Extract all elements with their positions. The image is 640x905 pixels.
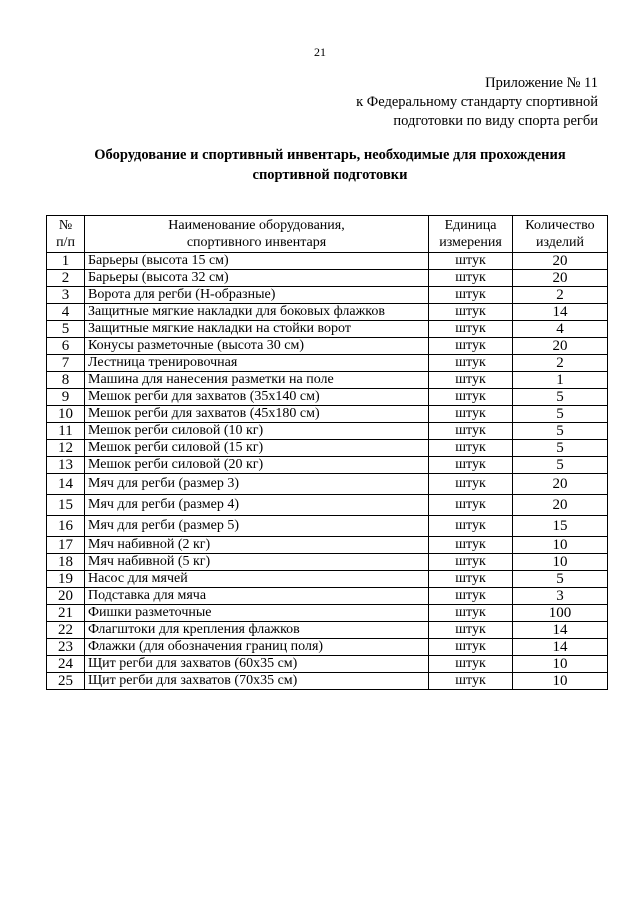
table-row	[47, 287, 608, 304]
row-item-name: Мешок регби силовой (15 кг)	[85, 440, 429, 457]
row-quantity: 10	[513, 554, 608, 571]
table-row	[47, 639, 608, 656]
row-number: 22	[47, 622, 85, 639]
row-number: 14	[47, 474, 85, 495]
row-item-name: Защитные мягкие накладки на стойки ворот	[85, 321, 429, 338]
header-name-line: спортивного инвентаря	[186, 235, 327, 250]
document-title	[40, 145, 620, 185]
row-quantity: 14	[513, 622, 608, 639]
row-unit: штук	[429, 656, 513, 673]
table-row	[47, 253, 608, 270]
row-quantity: 14	[513, 639, 608, 656]
header-unit-line: Единица	[444, 218, 497, 233]
table-row	[47, 622, 608, 639]
row-item-name: Мяч для регби (размер 4)	[85, 495, 429, 516]
appendix-header	[356, 74, 598, 131]
header-qty-line: изделий	[535, 235, 585, 250]
row-quantity: 5	[513, 440, 608, 457]
row-item-name: Мешок регби для захватов (45х180 см)	[85, 406, 429, 423]
row-number: 7	[47, 355, 85, 372]
row-unit: штук	[429, 321, 513, 338]
row-unit: штук	[429, 516, 513, 537]
header-name-line: Наименование оборудования,	[168, 218, 345, 233]
row-item-name: Подставка для мяча	[85, 588, 429, 605]
appendix-line: Приложение № 11	[485, 75, 598, 91]
header-unit-line: измерения	[439, 235, 502, 250]
row-quantity: 10	[513, 656, 608, 673]
table-row	[47, 304, 608, 321]
row-unit: штук	[429, 537, 513, 554]
row-unit: штук	[429, 474, 513, 495]
row-quantity: 5	[513, 406, 608, 423]
row-number: 17	[47, 537, 85, 554]
header-num-line: №	[58, 218, 73, 233]
row-unit: штук	[429, 622, 513, 639]
row-quantity: 5	[513, 457, 608, 474]
row-item-name: Фишки разметочные	[85, 605, 429, 622]
row-number: 15	[47, 495, 85, 516]
row-number: 16	[47, 516, 85, 537]
header-qty	[513, 216, 608, 253]
row-unit: штук	[429, 588, 513, 605]
row-quantity: 2	[513, 355, 608, 372]
row-number: 18	[47, 554, 85, 571]
table-row	[47, 440, 608, 457]
row-unit: штук	[429, 287, 513, 304]
row-unit: штук	[429, 253, 513, 270]
row-quantity: 15	[513, 516, 608, 537]
row-unit: штук	[429, 673, 513, 690]
row-quantity: 100	[513, 605, 608, 622]
row-item-name: Щит регби для захватов (70х35 см)	[85, 673, 429, 690]
row-item-name: Щит регби для захватов (60х35 см)	[85, 656, 429, 673]
row-item-name: Насос для мячей	[85, 571, 429, 588]
row-number: 3	[47, 287, 85, 304]
table-body	[47, 253, 608, 690]
row-item-name: Барьеры (высота 15 см)	[85, 253, 429, 270]
header-name	[85, 216, 429, 253]
table-row	[47, 605, 608, 622]
row-item-name: Мяч для регби (размер 5)	[85, 516, 429, 537]
row-unit: штук	[429, 605, 513, 622]
table-header-row	[47, 216, 608, 253]
row-number: 23	[47, 639, 85, 656]
row-quantity: 20	[513, 270, 608, 287]
row-number: 20	[47, 588, 85, 605]
page-number: 21	[314, 45, 326, 59]
row-item-name: Мяч для регби (размер 3)	[85, 474, 429, 495]
row-quantity: 14	[513, 304, 608, 321]
row-number: 2	[47, 270, 85, 287]
row-quantity: 5	[513, 389, 608, 406]
row-number: 6	[47, 338, 85, 355]
row-item-name: Барьеры (высота 32 см)	[85, 270, 429, 287]
row-number: 10	[47, 406, 85, 423]
row-unit: штук	[429, 440, 513, 457]
row-item-name: Мешок регби силовой (20 кг)	[85, 457, 429, 474]
row-unit: штук	[429, 372, 513, 389]
table-row	[47, 338, 608, 355]
row-unit: штук	[429, 639, 513, 656]
table-row	[47, 457, 608, 474]
row-item-name: Машина для нанесения разметки на поле	[85, 372, 429, 389]
row-unit: штук	[429, 554, 513, 571]
row-unit: штук	[429, 406, 513, 423]
row-item-name: Лестница тренировочная	[85, 355, 429, 372]
row-item-name: Конусы разметочные (высота 30 см)	[85, 338, 429, 355]
row-item-name: Флагштоки для крепления флажков	[85, 622, 429, 639]
header-num-line: п/п	[56, 235, 75, 250]
row-unit: штук	[429, 304, 513, 321]
row-number: 11	[47, 423, 85, 440]
row-unit: штук	[429, 457, 513, 474]
row-unit: штук	[429, 355, 513, 372]
row-item-name: Ворота для регби (Н-образные)	[85, 287, 429, 304]
table-row	[47, 423, 608, 440]
table-row	[47, 321, 608, 338]
row-unit: штук	[429, 571, 513, 588]
row-item-name: Мешок регби для захватов (35х140 см)	[85, 389, 429, 406]
row-quantity: 20	[513, 338, 608, 355]
table-row	[47, 389, 608, 406]
row-number: 1	[47, 253, 85, 270]
row-item-name: Защитные мягкие накладки для боковых флажков	[85, 304, 429, 321]
table-row	[47, 537, 608, 554]
row-quantity: 20	[513, 495, 608, 516]
table-row	[47, 571, 608, 588]
table-row	[47, 270, 608, 287]
header-unit	[429, 216, 513, 253]
row-quantity: 20	[513, 474, 608, 495]
header-num	[47, 216, 85, 253]
row-number: 25	[47, 673, 85, 690]
appendix-line: подготовки по виду спорта регби	[393, 113, 598, 129]
row-unit: штук	[429, 423, 513, 440]
table-row	[47, 474, 608, 495]
row-quantity: 3	[513, 588, 608, 605]
row-item-name: Флажки (для обозначения границ поля)	[85, 639, 429, 656]
table-row	[47, 406, 608, 423]
table-row	[47, 495, 608, 516]
row-quantity: 5	[513, 571, 608, 588]
row-quantity: 2	[513, 287, 608, 304]
row-number: 21	[47, 605, 85, 622]
table-row	[47, 516, 608, 537]
appendix-line: к Федеральному стандарту спортивной	[356, 94, 598, 110]
table-row	[47, 588, 608, 605]
equipment-table	[46, 215, 608, 690]
row-item-name: Мяч набивной (5 кг)	[85, 554, 429, 571]
row-unit: штук	[429, 338, 513, 355]
title-line: спортивной подготовки	[252, 167, 408, 183]
row-quantity: 10	[513, 537, 608, 554]
table-row	[47, 372, 608, 389]
table-row	[47, 355, 608, 372]
table-row	[47, 656, 608, 673]
row-number: 12	[47, 440, 85, 457]
header-qty-line: Количество	[525, 218, 595, 233]
row-number: 13	[47, 457, 85, 474]
row-number: 24	[47, 656, 85, 673]
row-quantity: 20	[513, 253, 608, 270]
row-unit: штук	[429, 495, 513, 516]
row-item-name: Мяч набивной (2 кг)	[85, 537, 429, 554]
table-row	[47, 554, 608, 571]
row-unit: штук	[429, 389, 513, 406]
row-number: 4	[47, 304, 85, 321]
table-row	[47, 673, 608, 690]
row-number: 19	[47, 571, 85, 588]
row-quantity: 5	[513, 423, 608, 440]
row-number: 5	[47, 321, 85, 338]
row-quantity: 10	[513, 673, 608, 690]
title-line: Оборудование и спортивный инвентарь, необходимые для прохождения	[94, 147, 566, 163]
row-unit: штук	[429, 270, 513, 287]
row-number: 9	[47, 389, 85, 406]
row-item-name: Мешок регби силовой (10 кг)	[85, 423, 429, 440]
row-number: 8	[47, 372, 85, 389]
row-quantity: 4	[513, 321, 608, 338]
row-quantity: 1	[513, 372, 608, 389]
